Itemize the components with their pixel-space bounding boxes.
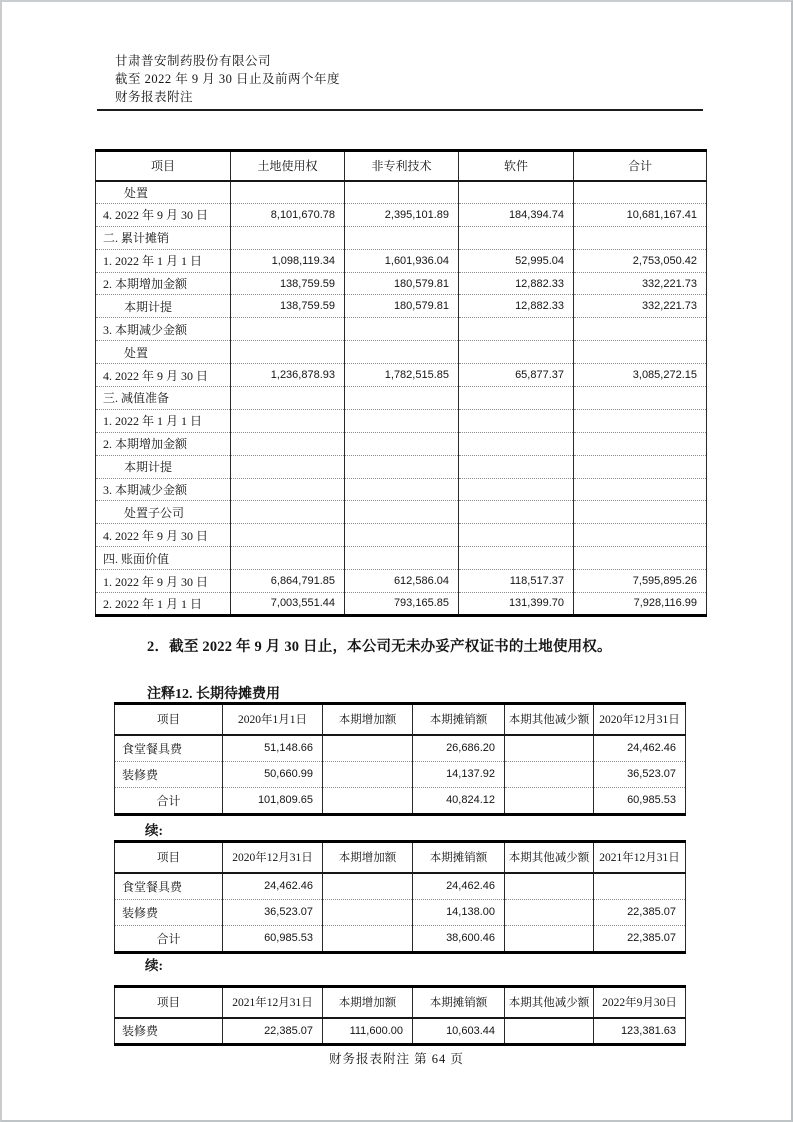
value-cell: 10,603.44 bbox=[413, 1018, 505, 1045]
value-cell: 40,824.12 bbox=[413, 788, 505, 815]
value-cell: 22,385.07 bbox=[594, 899, 686, 926]
table-row bbox=[96, 226, 707, 249]
value-cell: 7,003,551.44 bbox=[231, 593, 345, 616]
table-row bbox=[96, 341, 707, 364]
value-cell bbox=[231, 547, 345, 570]
value-cell: 50,660.99 bbox=[223, 761, 323, 788]
table-row bbox=[115, 761, 686, 788]
row-label: 4. 2022 年 9 月 30 日 bbox=[96, 203, 231, 226]
value-cell: 22,385.07 bbox=[223, 1018, 323, 1045]
row-label: 二. 累计摊销 bbox=[96, 226, 231, 249]
column-header: 2020年12月31日 bbox=[223, 842, 323, 873]
value-cell bbox=[459, 455, 574, 478]
value-cell: 138,759.59 bbox=[231, 272, 345, 295]
value-cell bbox=[574, 181, 707, 204]
value-cell: 6,864,791.85 bbox=[231, 570, 345, 593]
value-cell bbox=[231, 409, 345, 432]
row-label: 处置子公司 bbox=[96, 501, 231, 524]
row-label: 2. 本期增加金额 bbox=[96, 272, 231, 295]
row-label: 装修费 bbox=[115, 1018, 223, 1045]
deferred-expenses-table-2021 bbox=[114, 840, 686, 954]
value-cell bbox=[574, 341, 707, 364]
row-label: 4. 2022 年 9 月 30 日 bbox=[96, 524, 231, 547]
value-cell bbox=[505, 926, 594, 953]
header-row bbox=[115, 987, 686, 1018]
value-cell: 14,138.00 bbox=[413, 899, 505, 926]
document-title: 财务报表附注 bbox=[115, 90, 194, 104]
column-header: 本期增加额 bbox=[323, 842, 413, 873]
value-cell bbox=[574, 547, 707, 570]
value-cell bbox=[459, 547, 574, 570]
value-cell: 2,395,101.89 bbox=[345, 203, 459, 226]
row-label: 合计 bbox=[115, 788, 223, 815]
value-cell bbox=[231, 181, 345, 204]
value-cell bbox=[574, 478, 707, 501]
value-cell bbox=[323, 788, 413, 815]
deferred-expenses-table-2022 bbox=[114, 985, 686, 1046]
value-cell: 131,399.70 bbox=[459, 593, 574, 616]
table-row bbox=[96, 501, 707, 524]
row-label: 3. 本期减少金额 bbox=[96, 318, 231, 341]
continue-label-2: 续: bbox=[145, 958, 163, 973]
value-cell: 118,517.37 bbox=[459, 570, 574, 593]
value-cell bbox=[345, 478, 459, 501]
value-cell: 612,586.04 bbox=[345, 570, 459, 593]
value-cell: 22,385.07 bbox=[594, 926, 686, 953]
value-cell bbox=[459, 432, 574, 455]
column-header: 2020年12月31日 bbox=[594, 704, 686, 735]
continue-label-1: 续: bbox=[145, 823, 163, 838]
column-header: 项目 bbox=[96, 151, 231, 181]
table-row bbox=[115, 788, 686, 815]
value-cell: 3,085,272.15 bbox=[574, 364, 707, 387]
table-row bbox=[115, 1018, 686, 1045]
value-cell bbox=[594, 873, 686, 900]
table-row bbox=[96, 318, 707, 341]
value-cell: 60,985.53 bbox=[594, 788, 686, 815]
company-name: 甘肃普安制药股份有限公司 bbox=[115, 54, 272, 68]
note-2-paragraph: 2．截至 2022 年 9 月 30 日止，本公司无未办妥产权证书的土地使用权。 bbox=[147, 639, 612, 655]
value-cell: 36,523.07 bbox=[594, 761, 686, 788]
column-header: 2020年1月1日 bbox=[223, 704, 323, 735]
value-cell bbox=[459, 409, 574, 432]
table-row bbox=[96, 181, 707, 204]
value-cell bbox=[323, 873, 413, 900]
value-cell bbox=[345, 387, 459, 410]
value-cell: 180,579.81 bbox=[345, 295, 459, 318]
table-row bbox=[115, 735, 686, 762]
column-header: 本期摊销额 bbox=[413, 704, 505, 735]
value-cell bbox=[459, 478, 574, 501]
value-cell: 24,462.46 bbox=[413, 873, 505, 900]
value-cell bbox=[231, 318, 345, 341]
value-cell bbox=[345, 409, 459, 432]
value-cell bbox=[231, 387, 345, 410]
value-cell bbox=[231, 501, 345, 524]
value-cell bbox=[323, 735, 413, 762]
value-cell bbox=[231, 341, 345, 364]
value-cell bbox=[574, 455, 707, 478]
value-cell bbox=[345, 547, 459, 570]
header-row bbox=[115, 842, 686, 873]
row-label: 装修费 bbox=[115, 899, 223, 926]
column-header: 本期增加额 bbox=[323, 987, 413, 1018]
value-cell bbox=[574, 524, 707, 547]
value-cell bbox=[231, 524, 345, 547]
value-cell: 24,462.46 bbox=[594, 735, 686, 762]
row-label: 1. 2022 年 9 月 30 日 bbox=[96, 570, 231, 593]
row-label: 合计 bbox=[115, 926, 223, 953]
value-cell: 51,148.66 bbox=[223, 735, 323, 762]
value-cell bbox=[505, 761, 594, 788]
value-cell bbox=[505, 735, 594, 762]
table-row bbox=[96, 524, 707, 547]
value-cell bbox=[345, 341, 459, 364]
column-header: 项目 bbox=[115, 704, 223, 735]
row-label: 三. 减值准备 bbox=[96, 387, 231, 410]
value-cell: 65,877.37 bbox=[459, 364, 574, 387]
row-label: 装修费 bbox=[115, 761, 223, 788]
value-cell bbox=[574, 409, 707, 432]
value-cell: 26,686.20 bbox=[413, 735, 505, 762]
value-cell bbox=[505, 873, 594, 900]
value-cell bbox=[459, 181, 574, 204]
column-header: 非专利技术 bbox=[345, 151, 459, 181]
value-cell bbox=[574, 432, 707, 455]
row-label: 四. 账面价值 bbox=[96, 547, 231, 570]
value-cell bbox=[231, 455, 345, 478]
row-label: 本期计提 bbox=[96, 455, 231, 478]
value-cell bbox=[574, 226, 707, 249]
value-cell bbox=[345, 318, 459, 341]
row-label: 2. 2022 年 1 月 1 日 bbox=[96, 593, 231, 616]
column-header: 合计 bbox=[574, 151, 707, 181]
deferred-expenses-table-2020 bbox=[114, 702, 686, 816]
value-cell: 52,995.04 bbox=[459, 249, 574, 272]
column-header: 2021年12月31日 bbox=[594, 842, 686, 873]
row-label: 本期计提 bbox=[96, 295, 231, 318]
table-row bbox=[115, 873, 686, 900]
header-rule bbox=[97, 109, 703, 111]
value-cell: 10,681,167.41 bbox=[574, 203, 707, 226]
table-row bbox=[96, 570, 707, 593]
value-cell bbox=[231, 432, 345, 455]
column-header: 本期其他减少额 bbox=[505, 842, 594, 873]
table-row bbox=[96, 364, 707, 387]
row-label: 处置 bbox=[96, 341, 231, 364]
table-row bbox=[96, 272, 707, 295]
value-cell: 184,394.74 bbox=[459, 203, 574, 226]
value-cell: 180,579.81 bbox=[345, 272, 459, 295]
table-row bbox=[96, 409, 707, 432]
note-12-heading: 注释12. 长期待摊费用 bbox=[147, 687, 280, 702]
value-cell bbox=[574, 501, 707, 524]
column-header: 项目 bbox=[115, 842, 223, 873]
value-cell: 12,882.33 bbox=[459, 272, 574, 295]
value-cell: 101,809.65 bbox=[223, 788, 323, 815]
value-cell bbox=[323, 926, 413, 953]
table-row bbox=[96, 478, 707, 501]
value-cell bbox=[459, 524, 574, 547]
value-cell: 1,782,515.85 bbox=[345, 364, 459, 387]
value-cell: 1,601,936.04 bbox=[345, 249, 459, 272]
value-cell: 332,221.73 bbox=[574, 295, 707, 318]
value-cell: 38,600.46 bbox=[413, 926, 505, 953]
column-header: 土地使用权 bbox=[231, 151, 345, 181]
value-cell bbox=[459, 318, 574, 341]
value-cell: 7,928,116.99 bbox=[574, 593, 707, 616]
column-header: 本期增加额 bbox=[323, 704, 413, 735]
intangible-assets-table bbox=[95, 149, 707, 617]
column-header: 本期其他减少额 bbox=[505, 704, 594, 735]
value-cell bbox=[574, 387, 707, 410]
value-cell bbox=[459, 341, 574, 364]
value-cell: 332,221.73 bbox=[574, 272, 707, 295]
value-cell bbox=[459, 226, 574, 249]
value-cell: 14,137.92 bbox=[413, 761, 505, 788]
value-cell bbox=[231, 478, 345, 501]
table-row bbox=[96, 455, 707, 478]
table-row bbox=[115, 926, 686, 953]
value-cell bbox=[323, 761, 413, 788]
value-cell bbox=[505, 899, 594, 926]
value-cell bbox=[459, 501, 574, 524]
table-row bbox=[96, 249, 707, 272]
value-cell: 1,098,119.34 bbox=[231, 249, 345, 272]
value-cell: 123,381.63 bbox=[594, 1018, 686, 1045]
row-label: 1. 2022 年 1 月 1 日 bbox=[96, 409, 231, 432]
value-cell bbox=[459, 387, 574, 410]
value-cell: 2,753,050.42 bbox=[574, 249, 707, 272]
value-cell bbox=[345, 501, 459, 524]
value-cell: 138,759.59 bbox=[231, 295, 345, 318]
row-label: 1. 2022 年 1 月 1 日 bbox=[96, 249, 231, 272]
table-row bbox=[96, 387, 707, 410]
value-cell bbox=[345, 181, 459, 204]
value-cell: 1,236,878.93 bbox=[231, 364, 345, 387]
value-cell: 24,462.46 bbox=[223, 873, 323, 900]
row-label: 食堂餐具费 bbox=[115, 873, 223, 900]
row-label: 处置 bbox=[96, 181, 231, 204]
value-cell bbox=[345, 432, 459, 455]
row-label: 3. 本期减少金额 bbox=[96, 478, 231, 501]
table-row bbox=[96, 432, 707, 455]
table-row bbox=[115, 899, 686, 926]
row-label: 2. 本期增加金额 bbox=[96, 432, 231, 455]
value-cell bbox=[345, 455, 459, 478]
value-cell bbox=[231, 226, 345, 249]
report-period: 截至 2022 年 9 月 30 日止及前两个年度 bbox=[115, 72, 341, 86]
value-cell: 8,101,670.78 bbox=[231, 203, 345, 226]
value-cell: 7,595,895.26 bbox=[574, 570, 707, 593]
value-cell bbox=[574, 318, 707, 341]
value-cell bbox=[323, 899, 413, 926]
value-cell bbox=[345, 524, 459, 547]
header-row bbox=[115, 704, 686, 735]
page-footer: 财务报表附注 第 64 页 bbox=[329, 1052, 464, 1066]
row-label: 4. 2022 年 9 月 30 日 bbox=[96, 364, 231, 387]
table-row bbox=[96, 593, 707, 616]
table-row bbox=[96, 203, 707, 226]
value-cell: 60,985.53 bbox=[223, 926, 323, 953]
value-cell bbox=[505, 788, 594, 815]
value-cell bbox=[505, 1018, 594, 1045]
value-cell: 793,165.85 bbox=[345, 593, 459, 616]
column-header: 2022年9月30日 bbox=[594, 987, 686, 1018]
value-cell bbox=[345, 226, 459, 249]
value-cell: 36,523.07 bbox=[223, 899, 323, 926]
column-header: 本期摊销额 bbox=[413, 987, 505, 1018]
column-header: 本期摊销额 bbox=[413, 842, 505, 873]
value-cell: 12,882.33 bbox=[459, 295, 574, 318]
header-row bbox=[96, 151, 707, 181]
column-header: 软件 bbox=[459, 151, 574, 181]
column-header: 2021年12月31日 bbox=[223, 987, 323, 1018]
table-row bbox=[96, 295, 707, 318]
row-label: 食堂餐具费 bbox=[115, 735, 223, 762]
table-row bbox=[96, 547, 707, 570]
column-header: 项目 bbox=[115, 987, 223, 1018]
value-cell: 111,600.00 bbox=[323, 1018, 413, 1045]
column-header: 本期其他减少额 bbox=[505, 987, 594, 1018]
document-header bbox=[115, 52, 340, 106]
